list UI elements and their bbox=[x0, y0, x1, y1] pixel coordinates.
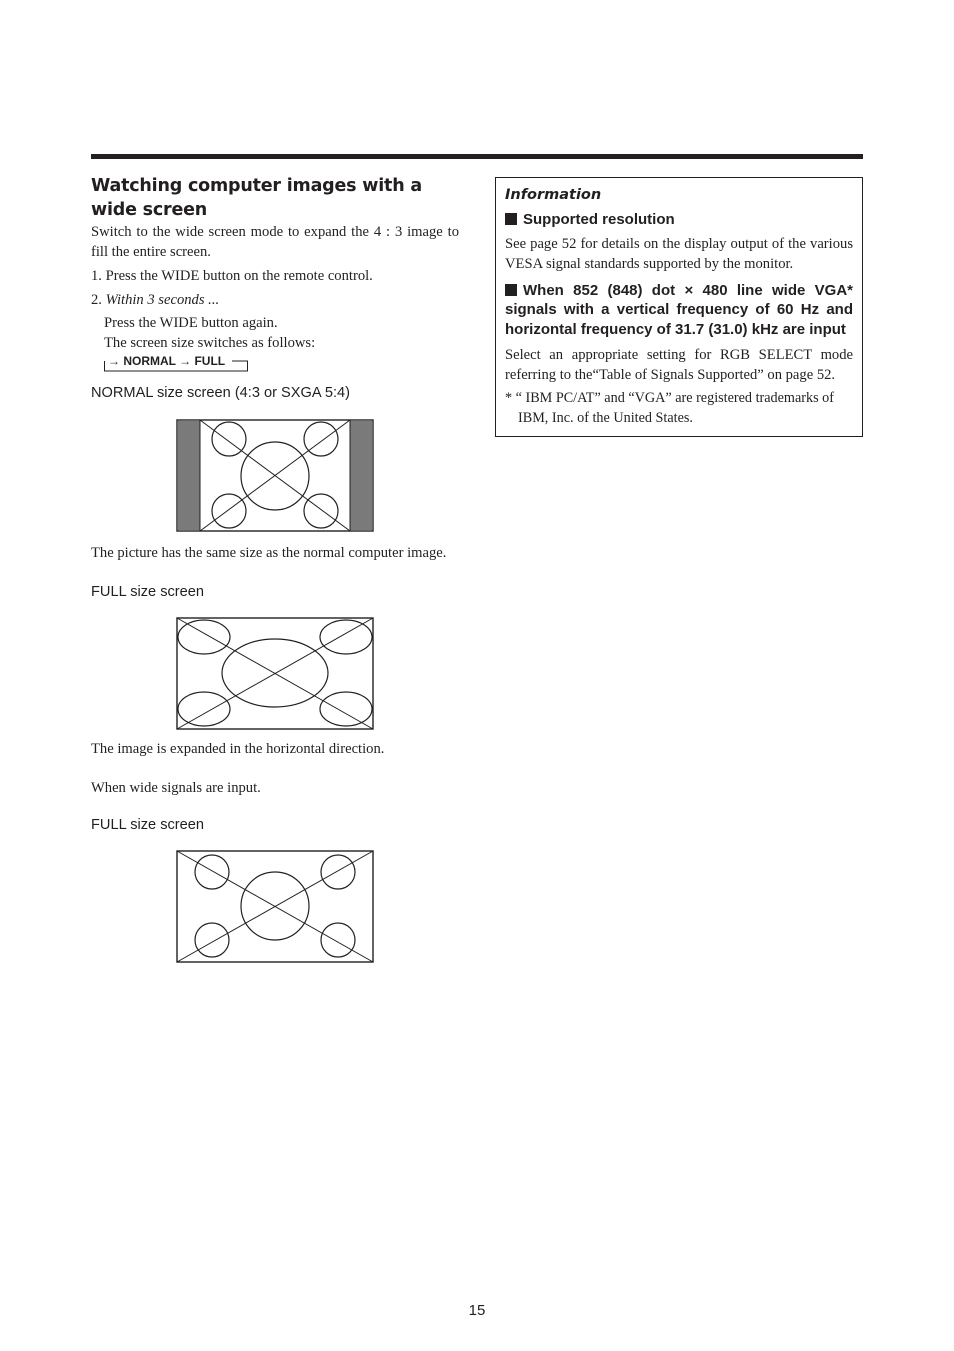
full-caption-2: FULL size screen bbox=[91, 817, 205, 833]
full-screen-illustration-wide bbox=[176, 850, 374, 963]
step-2-heading bbox=[91, 290, 459, 310]
info-heading-1-text: Supported resolution bbox=[523, 211, 675, 228]
main-column bbox=[91, 174, 459, 963]
top-rule bbox=[91, 154, 863, 159]
right-side-bar bbox=[350, 421, 372, 530]
page-number: 15 bbox=[468, 1302, 486, 1319]
full-screen-illustration-expanded bbox=[176, 617, 374, 730]
section-title: Watching computer images with a wide screen bbox=[91, 176, 422, 220]
wide-signal-note: When wide signals are input. bbox=[91, 780, 261, 796]
trademark-footnote: * “ IBM PC/AT” and “VGA” are registered trademarks of IBM, Inc. of the United States. bbox=[505, 390, 834, 426]
step-1: 1. Press the WIDE button on the remote control. bbox=[91, 268, 373, 284]
square-bullet-icon bbox=[505, 284, 517, 296]
information-box bbox=[495, 177, 863, 437]
info-heading-2-text: When 852 (848) dot × 480 line wide VGA* signals with a vertical frequency of 60 Hz and horizontal frequency of 31.7 (31.0) kHz are input bbox=[505, 281, 853, 338]
full-description: The image is expanded in the horizontal direction. bbox=[91, 741, 385, 757]
normal-description: The picture has the same size as the normal computer image. bbox=[91, 545, 447, 561]
normal-screen-illustration bbox=[176, 419, 374, 532]
full-caption-1: FULL size screen bbox=[91, 584, 205, 600]
step-2-line-2: The screen size switches as follows: bbox=[104, 335, 316, 351]
step-2-italic: Within 3 seconds ... bbox=[105, 292, 220, 308]
sequence-label: → NORMAL → FULL bbox=[108, 354, 226, 368]
left-side-bar bbox=[178, 421, 200, 530]
step-2-line-1: Press the WIDE button again. bbox=[104, 315, 278, 331]
info-heading-supported-resolution bbox=[505, 210, 853, 230]
square-bullet-icon bbox=[505, 213, 517, 225]
intro-text: Switch to the wide screen mode to expand the 4 : 3 image to fill the entire screen. bbox=[91, 224, 459, 260]
step-2-number: 2. bbox=[91, 292, 102, 308]
normal-caption: NORMAL size screen (4:3 or SXGA 5:4) bbox=[91, 385, 350, 401]
info-text-1: See page 52 for details on the display output of the various VESA signal standards supported by the monitor. bbox=[505, 235, 853, 272]
info-title: Information bbox=[505, 187, 602, 203]
info-text-2: Select an appropriate setting for RGB SELECT mode referring to the“Table of Signals Supported” on page 52. bbox=[505, 347, 853, 383]
info-heading-wide-vga bbox=[505, 281, 853, 340]
mode-sequence-diagram bbox=[104, 353, 254, 383]
